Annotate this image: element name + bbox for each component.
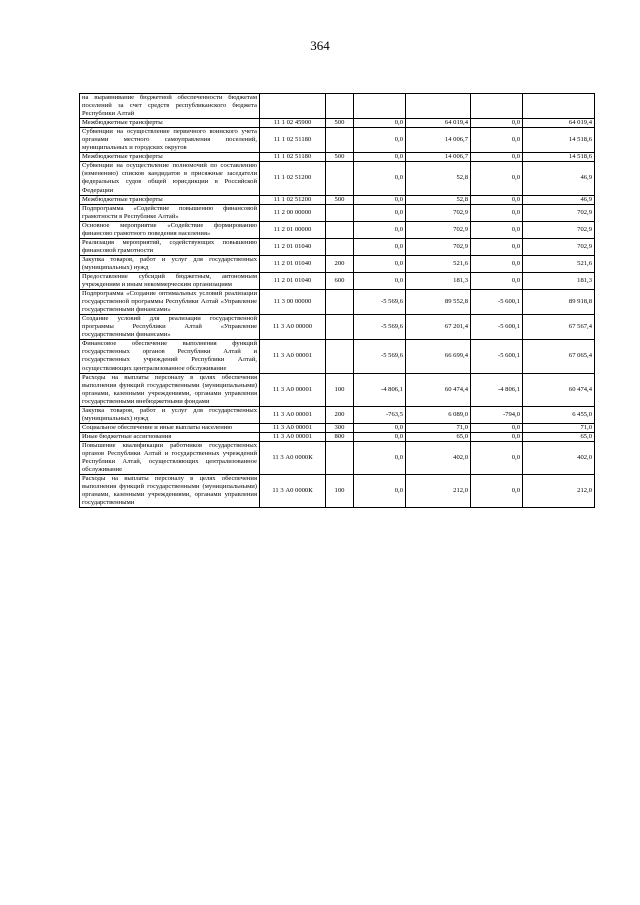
- amount-cell: 181,3: [406, 272, 471, 289]
- change-amount-cell: 0,0: [354, 255, 406, 272]
- change-amount-cell: [354, 94, 406, 119]
- amount-cell: 89 552,8: [406, 290, 471, 315]
- expense-type-cell: 600: [326, 272, 354, 289]
- change-amount-next-cell: -5 600,1: [471, 290, 523, 315]
- expense-type-cell: 500: [326, 119, 354, 128]
- change-amount-cell: 0,0: [354, 432, 406, 441]
- table-row: [80, 406, 595, 423]
- row-name-cell: Создание условий для реализации государственной программы Республики Алтай «Управление государственными финансами»: [80, 315, 260, 340]
- change-amount-cell: 0,0: [354, 195, 406, 204]
- change-amount-next-cell: 0,0: [471, 475, 523, 508]
- row-name-cell: Иные бюджетные ассигнования: [80, 432, 260, 441]
- row-name-cell: Субвенции на осуществление первичного воинского учета органами местного самоуправления поселений, муниципальных и городских округов: [80, 128, 260, 153]
- row-name-cell: Повышение квалификации работников государственных органов Республики Алтай и государственных учреждений Республики Алтай, осуществляющих централизованное обслуживание: [80, 441, 260, 474]
- table-row: [80, 290, 595, 315]
- target-article-code-cell: 11 3 А0 00001: [260, 406, 326, 423]
- row-name-cell: Основное мероприятие «Содействие формированию финансово грамотного поведения населения»: [80, 221, 260, 238]
- table-row: [80, 373, 595, 406]
- amount-cell: 65,0: [406, 432, 471, 441]
- expense-type-cell: 300: [326, 423, 354, 432]
- change-amount-next-cell: -794,0: [471, 406, 523, 423]
- amount-cell: 66 699,4: [406, 340, 471, 373]
- amount-cell: 521,6: [406, 255, 471, 272]
- change-amount-cell: 0,0: [354, 272, 406, 289]
- change-amount-next-cell: -4 806,1: [471, 373, 523, 406]
- amount-cell: 67 201,4: [406, 315, 471, 340]
- target-article-code-cell: 11 2 00 00000: [260, 204, 326, 221]
- amount-cell: 52,8: [406, 162, 471, 195]
- change-amount-cell: -5 569,6: [354, 340, 406, 373]
- change-amount-cell: 0,0: [354, 128, 406, 153]
- row-name-cell: Социальное обеспечение и иные выплаты населению: [80, 423, 260, 432]
- change-amount-cell: 0,0: [354, 423, 406, 432]
- amount-cell: 702,9: [406, 221, 471, 238]
- table-row: [80, 128, 595, 153]
- target-article-code-cell: 11 3 А0 00001: [260, 423, 326, 432]
- amount-next-cell: 402,0: [523, 441, 595, 474]
- amount-cell: 52,8: [406, 195, 471, 204]
- row-name-cell: Закупка товаров, работ и услуг для государственных (муниципальных) нужд: [80, 406, 260, 423]
- expense-type-cell: [326, 128, 354, 153]
- amount-cell: 702,9: [406, 238, 471, 255]
- change-amount-cell: 0,0: [354, 441, 406, 474]
- change-amount-cell: 0,0: [354, 162, 406, 195]
- target-article-code-cell: 11 3 А0 00000: [260, 315, 326, 340]
- amount-cell: 14 006,7: [406, 128, 471, 153]
- change-amount-next-cell: 0,0: [471, 119, 523, 128]
- expense-type-cell: [326, 441, 354, 474]
- target-article-code-cell: 11 1 02 51180: [260, 128, 326, 153]
- target-article-code-cell: 11 2 01 01040: [260, 238, 326, 255]
- amount-cell: 60 474,4: [406, 373, 471, 406]
- amount-next-cell: 46,9: [523, 162, 595, 195]
- table-row: [80, 475, 595, 508]
- change-amount-cell: 0,0: [354, 238, 406, 255]
- table-row: [80, 432, 595, 441]
- expense-type-cell: [326, 221, 354, 238]
- table-row: [80, 315, 595, 340]
- amount-next-cell: 14 518,6: [523, 128, 595, 153]
- amount-cell: 14 006,7: [406, 153, 471, 162]
- amount-next-cell: 67 065,4: [523, 340, 595, 373]
- target-article-code-cell: 11 3 А0 0000К: [260, 441, 326, 474]
- change-amount-cell: -763,5: [354, 406, 406, 423]
- change-amount-next-cell: 0,0: [471, 441, 523, 474]
- change-amount-next-cell: 0,0: [471, 221, 523, 238]
- row-name-cell: Подпрограмма «Создание оптимальных условий реализации государственной программы Республики Алтай «Управление государственными финансами»: [80, 290, 260, 315]
- expense-type-cell: [326, 340, 354, 373]
- change-amount-cell: 0,0: [354, 153, 406, 162]
- table-row: [80, 272, 595, 289]
- row-name-cell: Финансовое обеспечение выполнения функций государственных органов Республики Алтай и государственных учреждений Республики Алтай, осуществляющих централизованное обслуживание: [80, 340, 260, 373]
- expense-type-cell: 500: [326, 153, 354, 162]
- change-amount-cell: -4 806,1: [354, 373, 406, 406]
- change-amount-cell: -5 569,6: [354, 290, 406, 315]
- expense-type-cell: 200: [326, 255, 354, 272]
- table-row: [80, 119, 595, 128]
- table-row: [80, 153, 595, 162]
- row-name-cell: Субвенции на осуществление полномочий по составлению (изменению) списков кандидатов в присяжные заседатели федеральных судов общей юрисдикции в Российской Федерации: [80, 162, 260, 195]
- change-amount-next-cell: -5 600,1: [471, 315, 523, 340]
- row-name-cell: Подпрограмма «Содействие повышению финансовой грамотности в Республике Алтай»: [80, 204, 260, 221]
- amount-cell: 212,0: [406, 475, 471, 508]
- table-row: [80, 238, 595, 255]
- change-amount-next-cell: 0,0: [471, 128, 523, 153]
- amount-next-cell: 702,9: [523, 221, 595, 238]
- row-name-cell: Закупка товаров, работ и услуг для государственных (муниципальных) нужд: [80, 255, 260, 272]
- change-amount-cell: 0,0: [354, 221, 406, 238]
- change-amount-next-cell: 0,0: [471, 162, 523, 195]
- row-name-cell: Межбюджетные трансферты: [80, 153, 260, 162]
- change-amount-next-cell: 0,0: [471, 153, 523, 162]
- amount-next-cell: 702,9: [523, 204, 595, 221]
- change-amount-next-cell: 0,0: [471, 204, 523, 221]
- amount-next-cell: 6 455,0: [523, 406, 595, 423]
- target-article-code-cell: 11 3 А0 00001: [260, 340, 326, 373]
- change-amount-next-cell: 0,0: [471, 195, 523, 204]
- budget-table: [79, 93, 595, 508]
- change-amount-next-cell: 0,0: [471, 432, 523, 441]
- expense-type-cell: 200: [326, 406, 354, 423]
- row-name-cell: Расходы на выплаты персоналу в целях обеспечения выполнения функций государственными (муниципальными) органами, казенными учреждениями, органами управления государственными внебюджетными фондами: [80, 373, 260, 406]
- amount-next-cell: 65,0: [523, 432, 595, 441]
- amount-cell: 6 089,0: [406, 406, 471, 423]
- target-article-code-cell: 11 2 01 01040: [260, 272, 326, 289]
- amount-next-cell: 67 567,4: [523, 315, 595, 340]
- expense-type-cell: [326, 290, 354, 315]
- amount-next-cell: [523, 94, 595, 119]
- amount-next-cell: 89 918,8: [523, 290, 595, 315]
- target-article-code-cell: 11 3 00 00000: [260, 290, 326, 315]
- change-amount-next-cell: 0,0: [471, 272, 523, 289]
- row-name-cell: Межбюджетные трансферты: [80, 195, 260, 204]
- target-article-code-cell: 11 3 А0 0000К: [260, 475, 326, 508]
- row-name-cell: Межбюджетные трансферты: [80, 119, 260, 128]
- amount-next-cell: 60 474,4: [523, 373, 595, 406]
- amount-cell: 71,0: [406, 423, 471, 432]
- expense-type-cell: [326, 238, 354, 255]
- target-article-code-cell: 11 3 А0 00001: [260, 432, 326, 441]
- amount-next-cell: 14 518,6: [523, 153, 595, 162]
- target-article-code-cell: 11 2 01 00000: [260, 221, 326, 238]
- amount-cell: [406, 94, 471, 119]
- target-article-code-cell: 11 1 02 45900: [260, 119, 326, 128]
- table-row: [80, 441, 595, 474]
- target-article-code-cell: 11 2 01 01040: [260, 255, 326, 272]
- amount-cell: 64 019,4: [406, 119, 471, 128]
- target-article-code-cell: 11 1 02 51180: [260, 153, 326, 162]
- change-amount-cell: 0,0: [354, 119, 406, 128]
- expense-type-cell: 100: [326, 475, 354, 508]
- expense-type-cell: [326, 94, 354, 119]
- amount-next-cell: 521,6: [523, 255, 595, 272]
- table-row: [80, 94, 595, 119]
- amount-next-cell: 702,9: [523, 238, 595, 255]
- change-amount-next-cell: [471, 94, 523, 119]
- amount-next-cell: 212,0: [523, 475, 595, 508]
- change-amount-cell: 0,0: [354, 475, 406, 508]
- table-row: [80, 255, 595, 272]
- expense-type-cell: [326, 204, 354, 221]
- target-article-code-cell: [260, 94, 326, 119]
- expense-type-cell: 800: [326, 432, 354, 441]
- amount-next-cell: 71,0: [523, 423, 595, 432]
- change-amount-next-cell: -5 600,1: [471, 340, 523, 373]
- expense-type-cell: 500: [326, 195, 354, 204]
- table-row: [80, 221, 595, 238]
- change-amount-cell: 0,0: [354, 204, 406, 221]
- row-name-cell: на выравнивание бюджетной обеспеченности бюджетам поселений за счет средств республиканского бюджета Республики Алтай: [80, 94, 260, 119]
- amount-next-cell: 181,3: [523, 272, 595, 289]
- change-amount-next-cell: 0,0: [471, 238, 523, 255]
- change-amount-cell: -5 569,6: [354, 315, 406, 340]
- target-article-code-cell: 11 1 02 51200: [260, 195, 326, 204]
- amount-cell: 402,0: [406, 441, 471, 474]
- expense-type-cell: 100: [326, 373, 354, 406]
- change-amount-next-cell: 0,0: [471, 423, 523, 432]
- page-number: 364: [310, 38, 330, 53]
- table-row: [80, 162, 595, 195]
- amount-cell: 702,9: [406, 204, 471, 221]
- amount-next-cell: 64 019,4: [523, 119, 595, 128]
- table-row: [80, 204, 595, 221]
- expense-type-cell: [326, 315, 354, 340]
- table-row: [80, 423, 595, 432]
- row-name-cell: Реализация мероприятий, содействующих повышению финансовой грамотности: [80, 238, 260, 255]
- row-name-cell: Расходы на выплаты персоналу в целях обеспечения выполнения функций государственными (муниципальными) органами, казенными учреждениями, органами управления государственными: [80, 475, 260, 508]
- table-row: [80, 195, 595, 204]
- target-article-code-cell: 11 3 А0 00001: [260, 373, 326, 406]
- change-amount-next-cell: 0,0: [471, 255, 523, 272]
- row-name-cell: Предоставление субсидий бюджетным, автономным учреждениям и иным некоммерческим организациям: [80, 272, 260, 289]
- target-article-code-cell: 11 1 02 51200: [260, 162, 326, 195]
- table-row: [80, 340, 595, 373]
- amount-next-cell: 46,9: [523, 195, 595, 204]
- expense-type-cell: [326, 162, 354, 195]
